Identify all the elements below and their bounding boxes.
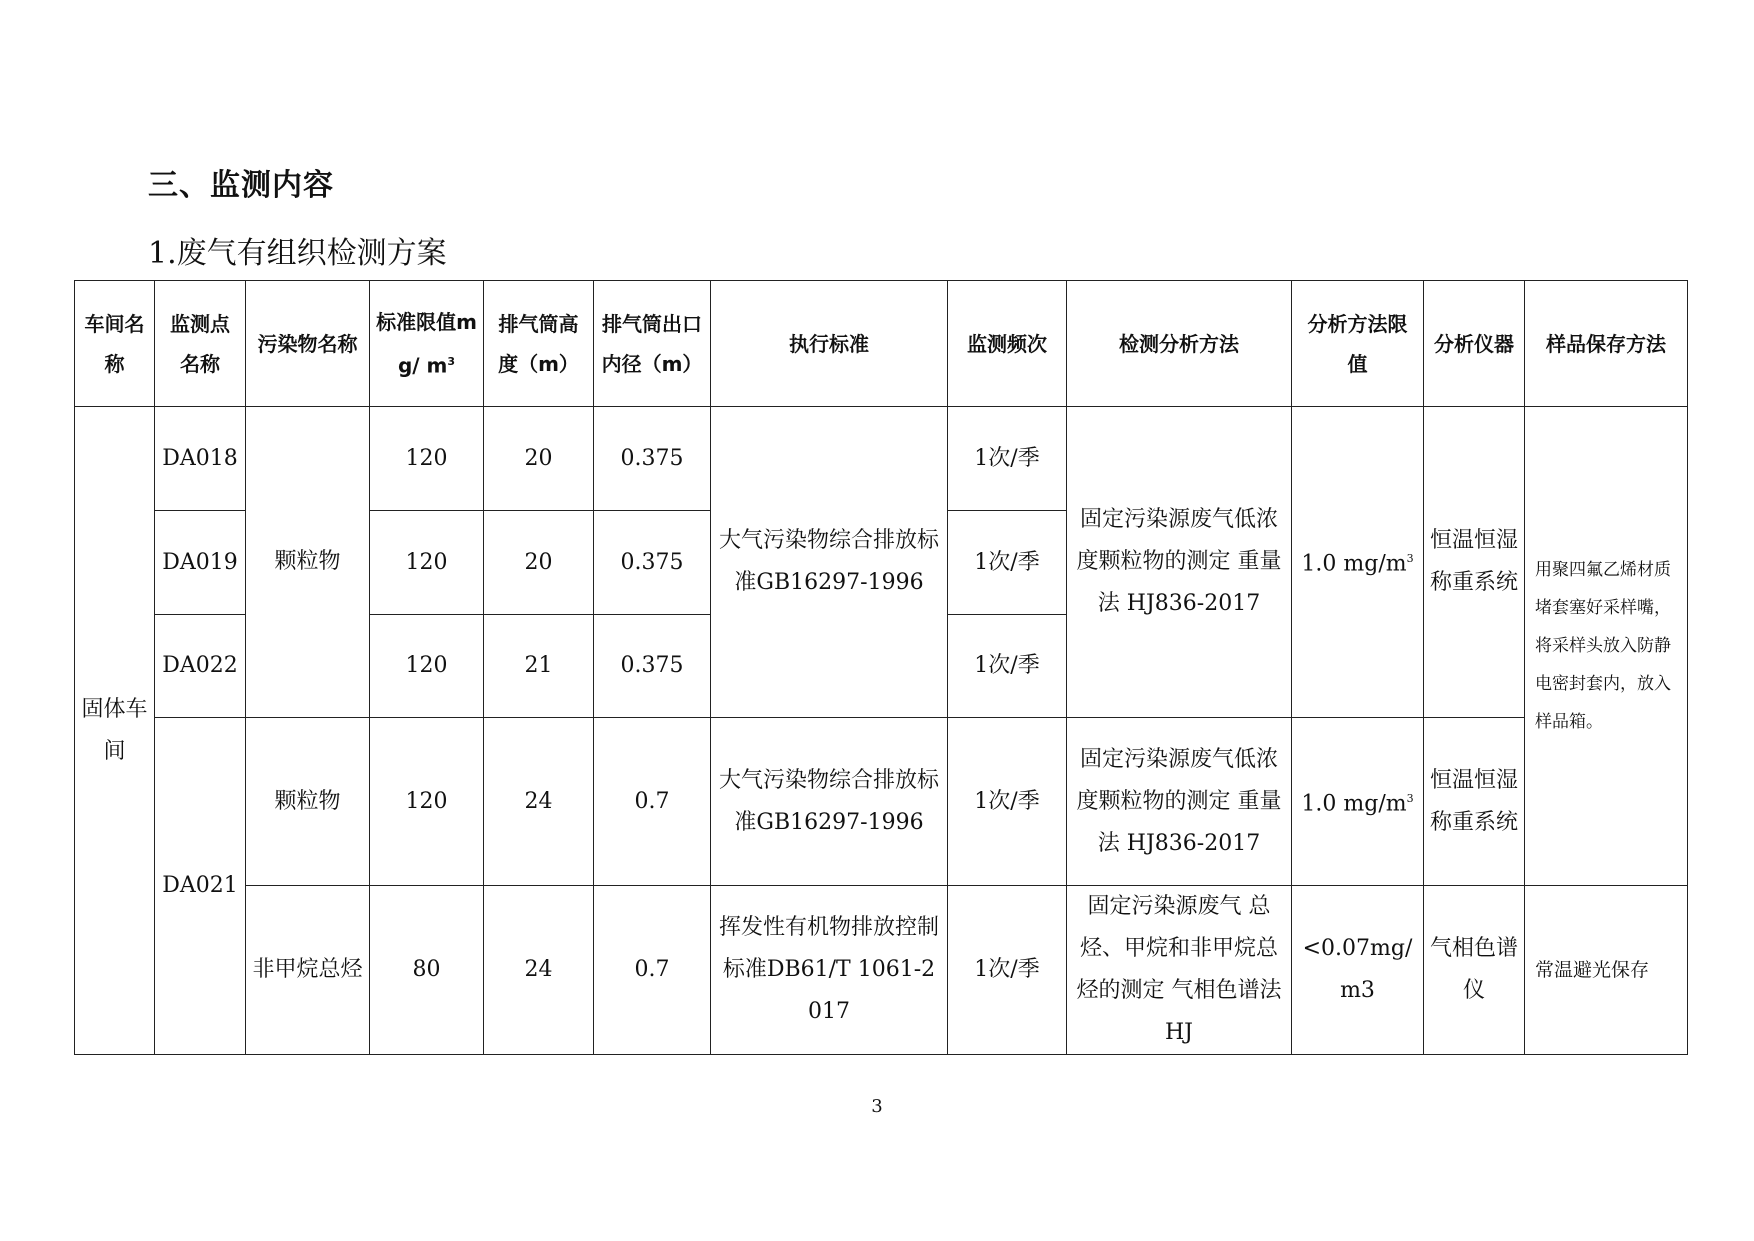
sub-title: 1.废气有组织检测方案	[148, 236, 447, 271]
header-limit	[370, 281, 484, 407]
header-instrument: 分析仪器	[1424, 281, 1525, 407]
limit-cell: 120	[370, 511, 484, 615]
storage-cell: 用聚四氟乙烯材质堵套塞好采样嘴，将采样头放入防静电密封套内，放入样品箱。	[1525, 407, 1688, 886]
limit-cell: 120	[370, 407, 484, 511]
header-frequency: 监测频次	[948, 281, 1067, 407]
header-point: 监测点名称	[155, 281, 246, 407]
header-standard: 执行标准	[711, 281, 948, 407]
table-row	[75, 407, 1688, 511]
pollutant-cell: 颗粒物	[246, 407, 370, 718]
method-cell: 固定污染源废气 总烃、甲烷和非甲烷总烃的测定 气相色谱法 HJ	[1067, 886, 1292, 1055]
point-cell: DA022	[155, 615, 246, 718]
method-limit-sup: 3	[1406, 552, 1414, 566]
method-cell: 固定污染源废气低浓度颗粒物的测定 重量法 HJ836-2017	[1067, 718, 1292, 886]
storage-cell: 常温避光保存	[1525, 886, 1688, 1055]
diameter-cell: 0.375	[594, 407, 711, 511]
diameter-cell: 0.7	[594, 718, 711, 886]
exhaust-monitoring-table	[74, 280, 1688, 1055]
pollutant-cell: 颗粒物	[246, 718, 370, 886]
height-cell: 20	[484, 407, 594, 511]
header-storage: 样品保存方法	[1525, 281, 1688, 407]
workshop-cell: 固体车间	[75, 407, 155, 1055]
height-cell: 24	[484, 886, 594, 1055]
section-title: 三、监测内容	[148, 168, 334, 203]
method-limit-text: 1.0 mg/m	[1301, 551, 1407, 577]
header-limit-text: 标准限值mg/ m	[376, 309, 477, 378]
standard-cell: 挥发性有机物排放控制标准DB61/T 1061-2017	[711, 886, 948, 1055]
limit-cell: 120	[370, 718, 484, 886]
height-cell: 24	[484, 718, 594, 886]
header-pollutant: 污染物名称	[246, 281, 370, 407]
diameter-cell: 0.375	[594, 615, 711, 718]
method-limit-cell	[1292, 718, 1424, 886]
method-limit-sup: 3	[1406, 791, 1414, 805]
frequency-cell: 1次/季	[948, 718, 1067, 886]
method-limit-cell: <0.07mg/m3	[1292, 886, 1424, 1055]
frequency-cell: 1次/季	[948, 407, 1067, 511]
standard-cell: 大气污染物综合排放标准GB16297-1996	[711, 718, 948, 886]
page-number: 3	[871, 1096, 883, 1117]
pollutant-cell: 非甲烷总烃	[246, 886, 370, 1055]
instrument-cell: 恒温恒湿称重系统	[1424, 407, 1525, 718]
table-header-row	[75, 281, 1688, 407]
height-cell: 20	[484, 511, 594, 615]
header-height: 排气筒高度（m）	[484, 281, 594, 407]
table-row	[75, 718, 1688, 886]
diameter-cell: 0.375	[594, 511, 711, 615]
frequency-cell: 1次/季	[948, 511, 1067, 615]
point-cell: DA021	[155, 718, 246, 1055]
header-diameter: 排气筒出口内径（m）	[594, 281, 711, 407]
limit-cell: 80	[370, 886, 484, 1055]
table-row	[75, 886, 1688, 1055]
point-cell: DA018	[155, 407, 246, 511]
diameter-cell: 0.7	[594, 886, 711, 1055]
header-workshop: 车间名称	[75, 281, 155, 407]
header-limit-sup: 3	[447, 354, 456, 368]
frequency-cell: 1次/季	[948, 615, 1067, 718]
header-method: 检测分析方法	[1067, 281, 1292, 407]
method-limit-text: 1.0 mg/m	[1301, 791, 1407, 817]
height-cell: 21	[484, 615, 594, 718]
method-limit-cell	[1292, 407, 1424, 718]
frequency-cell: 1次/季	[948, 886, 1067, 1055]
method-cell: 固定污染源废气低浓度颗粒物的测定 重量法 HJ836-2017	[1067, 407, 1292, 718]
point-cell: DA019	[155, 511, 246, 615]
limit-cell: 120	[370, 615, 484, 718]
header-method-limit: 分析方法限值	[1292, 281, 1424, 407]
instrument-cell: 气相色谱仪	[1424, 886, 1525, 1055]
instrument-cell: 恒温恒湿称重系统	[1424, 718, 1525, 886]
standard-cell: 大气污染物综合排放标准GB16297-1996	[711, 407, 948, 718]
